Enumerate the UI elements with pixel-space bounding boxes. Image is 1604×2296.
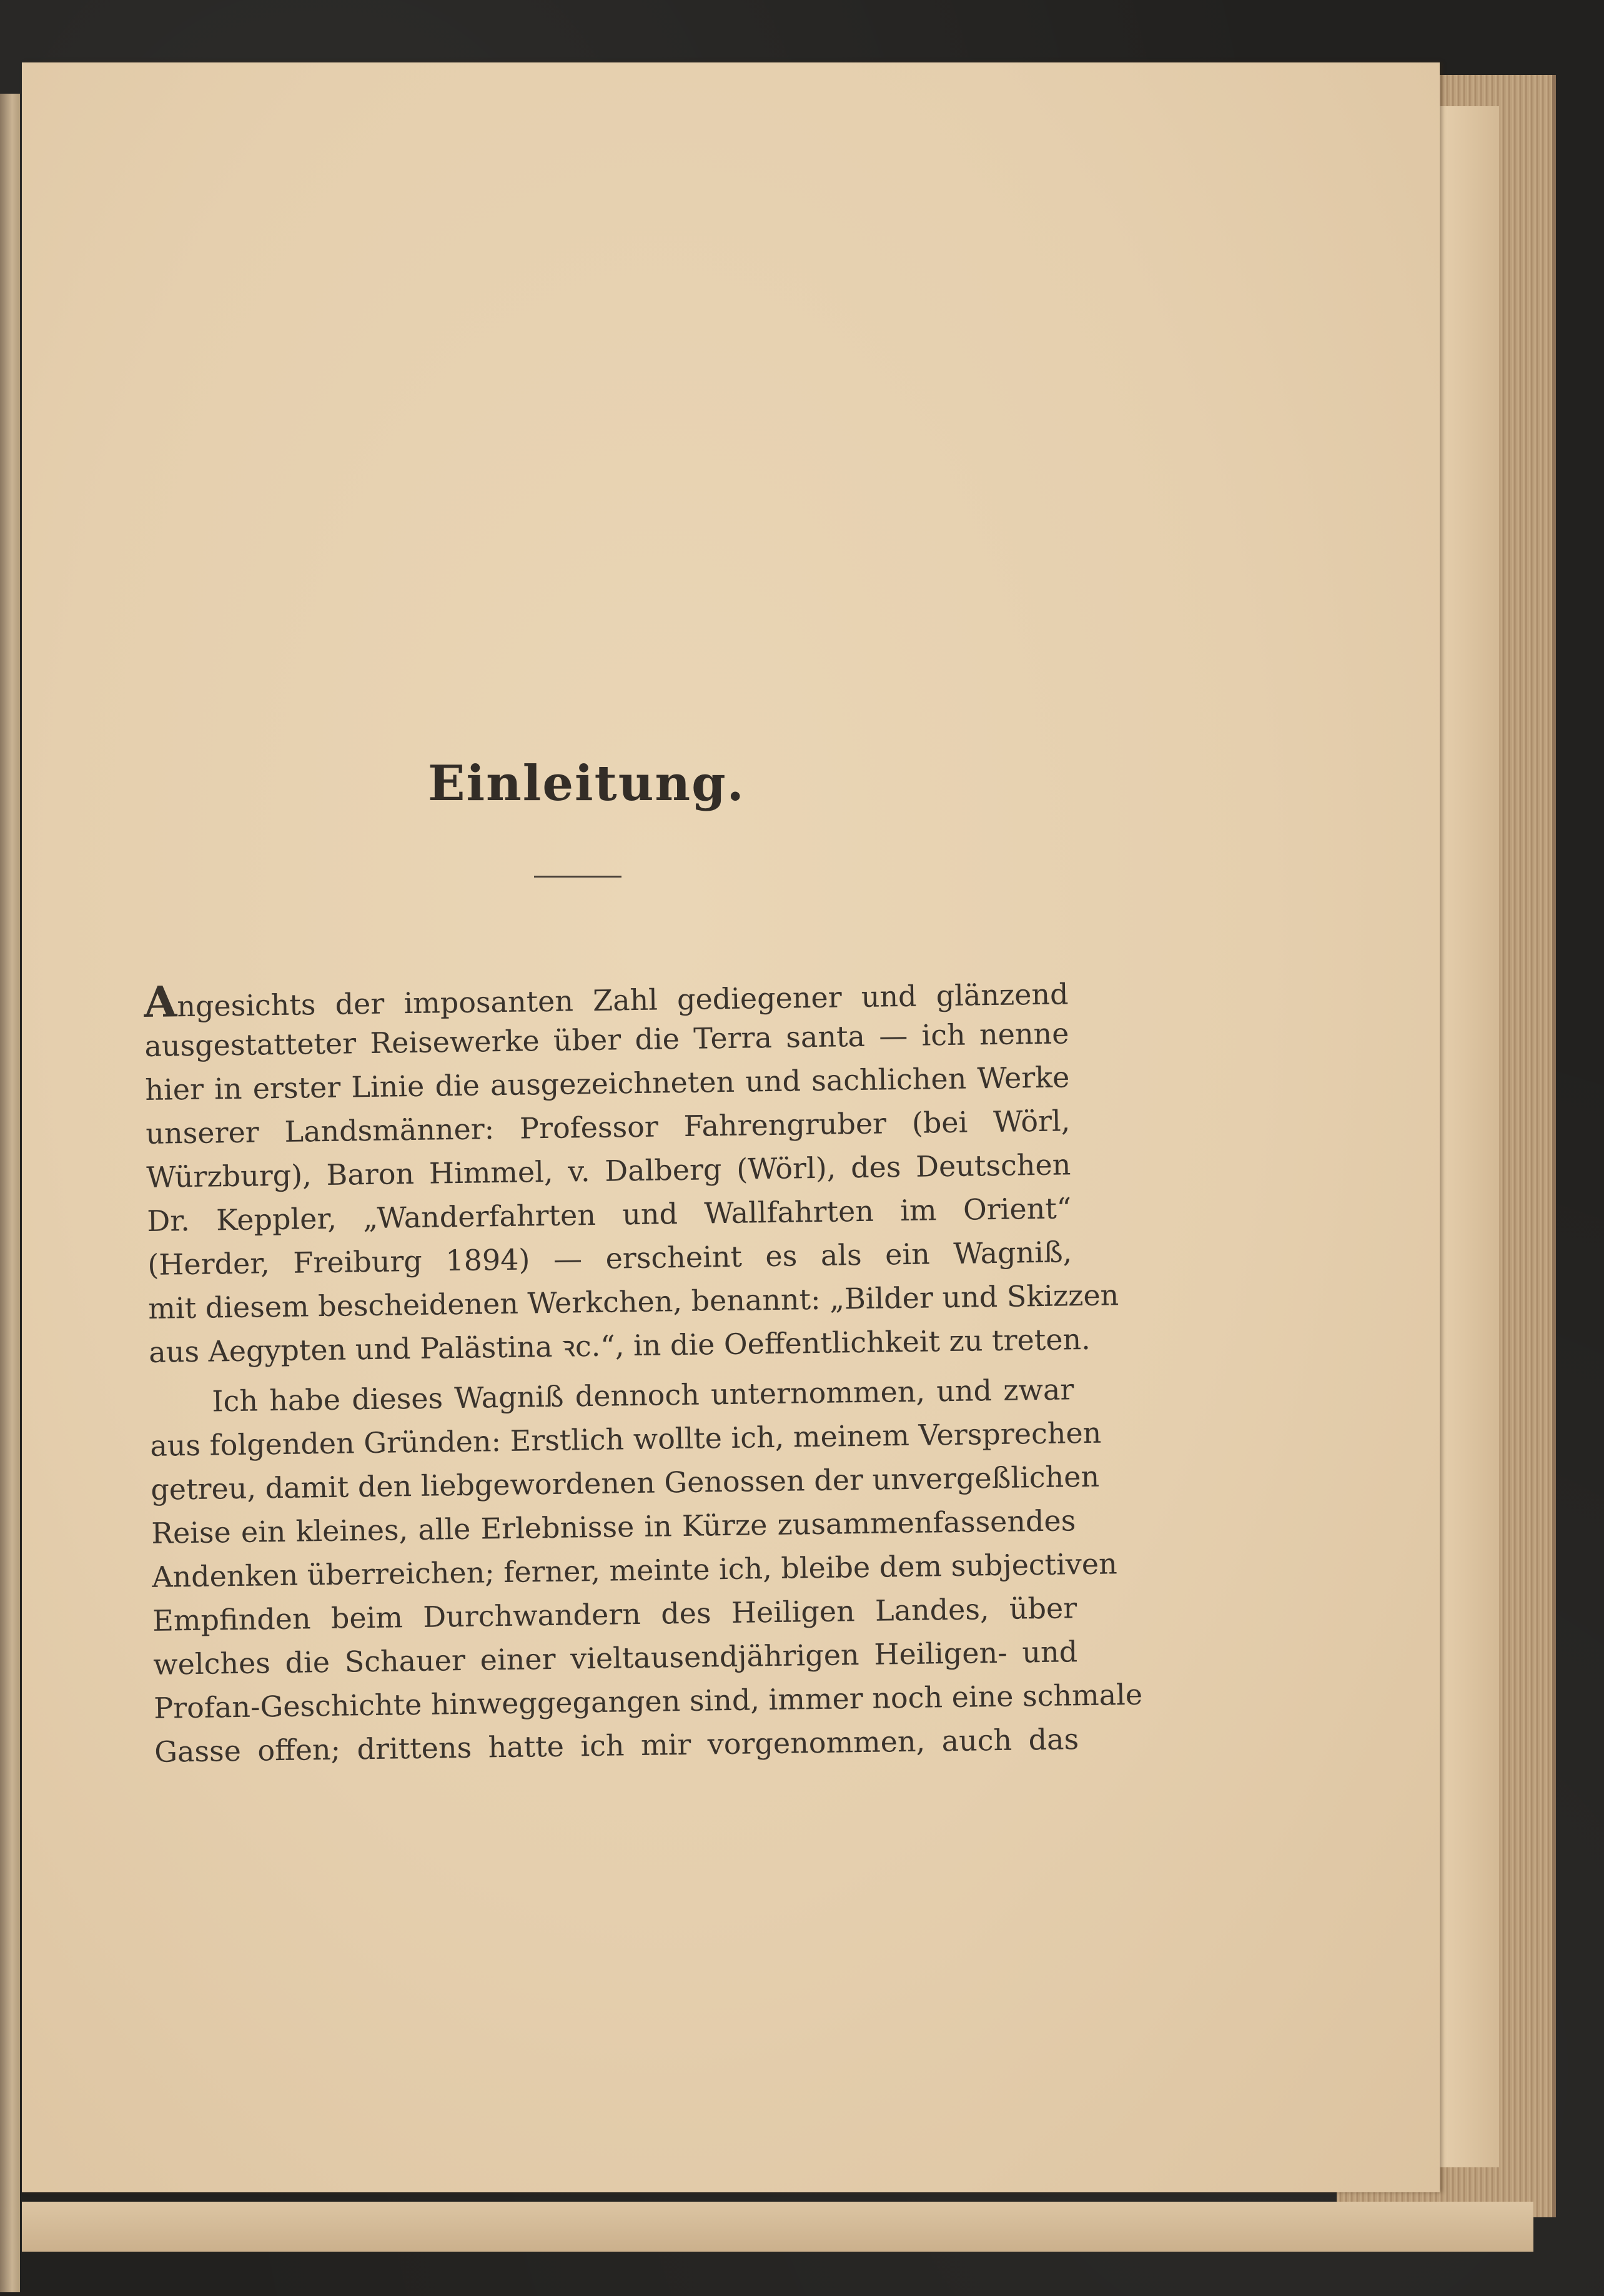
paragraph-2 [149, 1367, 1143, 1774]
text-line: unserer Landsmänner: Professor Fahrengruber (bei Wörl, [146, 1104, 1071, 1150]
text-line: Ich habe dieses Wagniß dennoch unternommen, und zwar [212, 1372, 1074, 1418]
title-divider [534, 876, 621, 878]
text-line: hier in erster Linie die ausgezeichneten und sachlichen Werke [145, 1060, 1070, 1107]
drop-cap: A [143, 977, 177, 1027]
text-line: Würzburg), Baron Himmel, v. Dalberg (Wörl), des Deutschen [146, 1147, 1071, 1194]
text-line: Reise ein kleines, alle Erlebnisse in Kürze zusammenfassendes [151, 1503, 1076, 1550]
bottom-page-edge [22, 2202, 1533, 2252]
text-line: Gasse offen; drittens hatte ich mir vorgenommen, auch das [154, 1722, 1079, 1769]
page-title: Einleitung. [428, 755, 745, 812]
paragraph-1 [143, 967, 1119, 1374]
text-line: welches die Schauer einer vieltausendjährigen Heiligen- und [152, 1635, 1078, 1681]
text-line: Dr. Keppler, „Wanderfahrten und Wallfahrten im Orient“ [146, 1191, 1072, 1238]
book-page [22, 62, 1440, 2192]
text-line: aus Aegypten und Palästina ꝛc.“, in die Oeffentlichkeit zu treten. [148, 1322, 1091, 1369]
text-line: aus folgenden Gründen: Erstlich wollte ich, meinem Versprechen [150, 1415, 1102, 1463]
text-line: Andenken überreichen; ferner, meinte ich, bleibe dem subjectiven [151, 1546, 1117, 1594]
text-line: Profan-Geschichte hinweggegangen sind, immer noch eine schmale [153, 1677, 1143, 1725]
text-line: getreu, damit den liebgewordenen Genossen der unvergeßlichen [151, 1459, 1100, 1507]
body-text [143, 967, 1143, 1774]
text-line: Angesichts der imposanten Zahl gediegener und glänzend [143, 977, 1069, 1027]
text-line: mit diesem bescheidenen Werkchen, benannt: „Bilder und Skizzen [147, 1278, 1119, 1325]
left-page-edge [0, 94, 20, 2292]
text-line: (Herder, Freiburg 1894) — erscheint es als ein Wagniß, [147, 1235, 1072, 1282]
text-line: ausgestatteter Reisewerke über die Terra santa — ich nenne [144, 1016, 1069, 1063]
text-line: Empfinden beim Durchwandern des Heiligen Landes, über [152, 1591, 1077, 1638]
